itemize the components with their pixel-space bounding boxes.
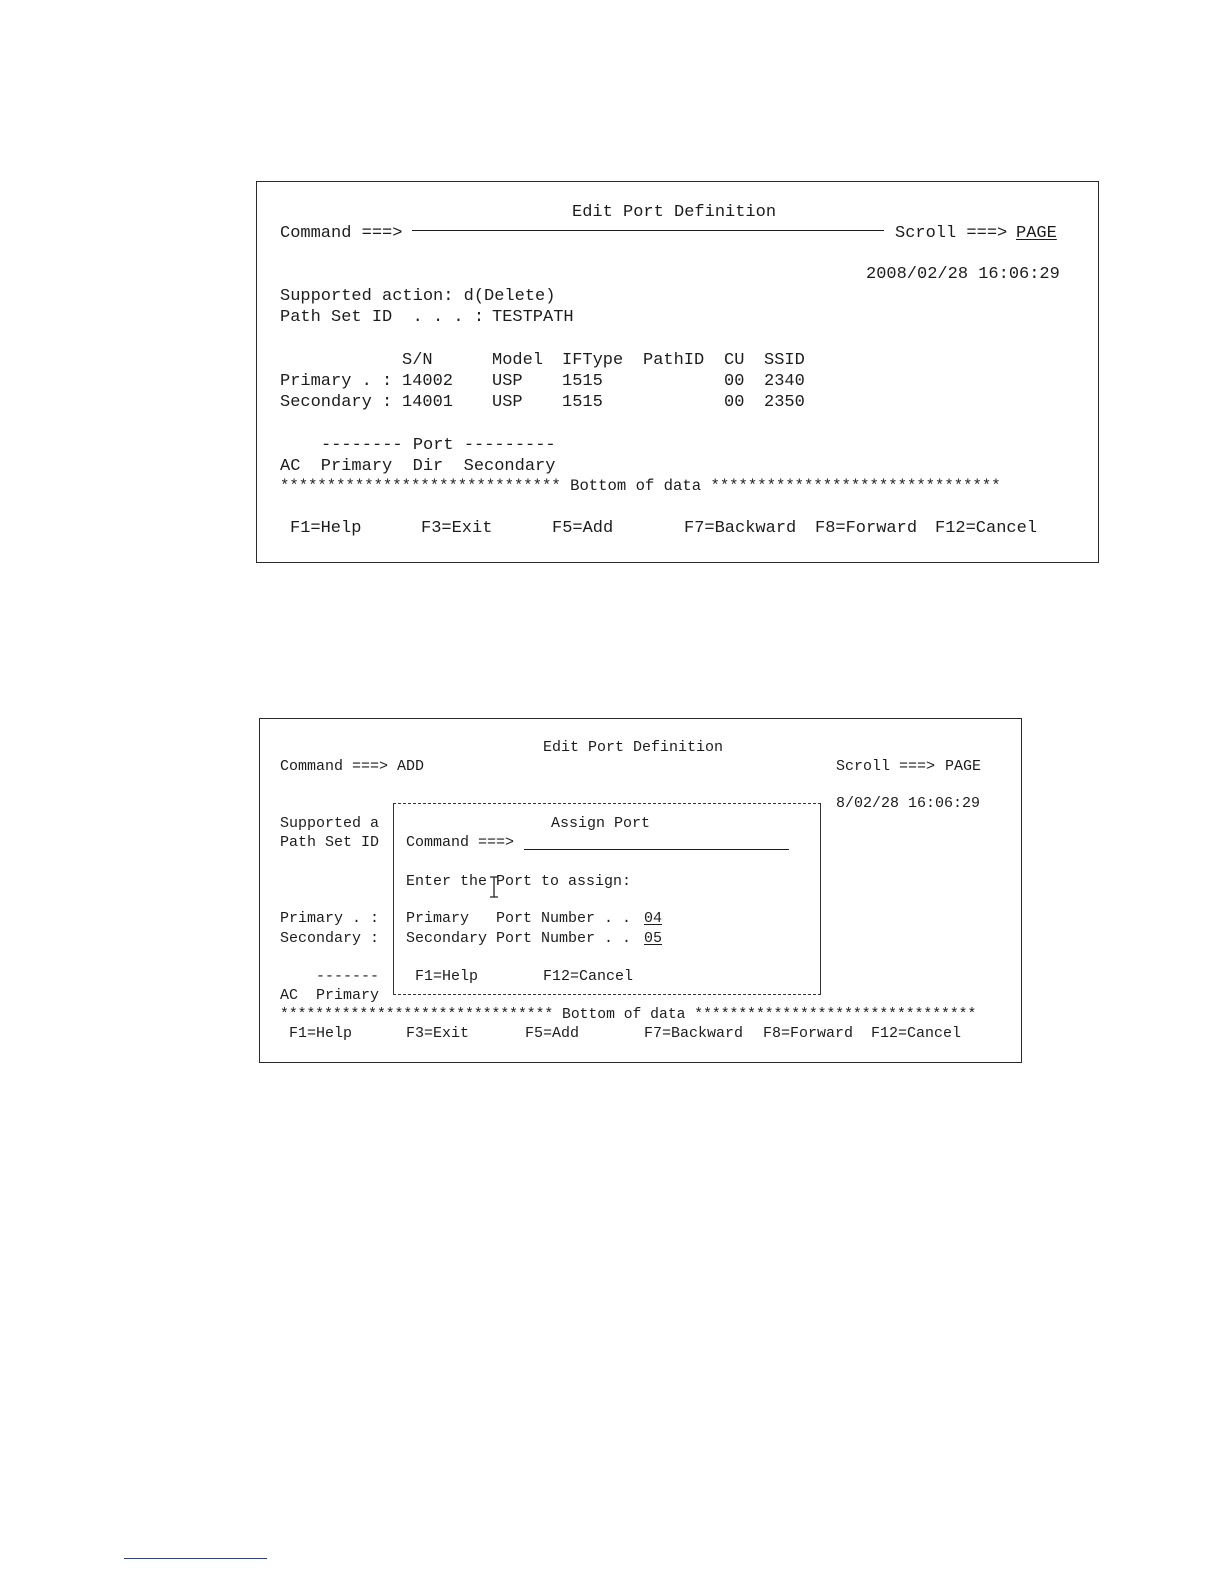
screen2-port-dashes: ------- — [316, 968, 380, 985]
screen2-fkey-backward[interactable]: F7=Backward — [644, 1025, 744, 1042]
screen1-path-set-label: Path Set ID . . . : — [280, 308, 485, 327]
screen1-port-group-header: -------- Port --------- — [321, 436, 556, 455]
screen2-fkey-exit[interactable]: F3=Exit — [406, 1025, 470, 1042]
col-header-model: Model — [492, 351, 544, 370]
popup-secondary-port-input[interactable]: 05 — [644, 930, 663, 947]
screen2-primary-label: Primary . : — [280, 910, 380, 927]
screen2-scroll-label: Scroll ===> — [836, 758, 936, 775]
row-label: Secondary : — [280, 393, 393, 412]
screen2-scroll-field[interactable]: PAGE — [945, 758, 982, 775]
screen1-command-input[interactable] — [412, 230, 884, 231]
cell-iftype: 1515 — [562, 393, 603, 412]
screen1-fkey-add[interactable]: F5=Add — [552, 519, 614, 538]
screen2-timestamp: 8/02/28 16:06:29 — [836, 795, 981, 812]
screen1-command-label: Command ===> — [280, 224, 403, 243]
screen1-scroll-field[interactable]: PAGE — [1016, 224, 1057, 243]
col-header-cu: CU — [724, 351, 745, 370]
footnote-separator — [124, 1558, 267, 1559]
popup-secondary-label: Secondary Port Number . . — [406, 930, 632, 947]
screen2-ac-primary: AC Primary — [280, 987, 380, 1004]
screen2-command-label: Command ===> — [280, 758, 389, 775]
screen2-fkey-add[interactable]: F5=Add — [525, 1025, 580, 1042]
cell-iftype: 1515 — [562, 372, 603, 391]
cell-ssid: 2340 — [764, 372, 805, 391]
col-header-sn: S/N — [402, 351, 433, 370]
screen1-fkey-forward[interactable]: F8=Forward — [815, 519, 918, 538]
col-header-ssid: SSID — [764, 351, 805, 370]
screen2-secondary-label: Secondary : — [280, 930, 380, 947]
screen1-fkey-help[interactable]: F1=Help — [290, 519, 362, 538]
col-header-iftype: IFType — [562, 351, 624, 370]
popup-title: Assign Port — [551, 815, 651, 832]
cell-cu: 00 — [724, 393, 745, 412]
screen1-supported-action: Supported action: d(Delete) — [280, 287, 556, 306]
popup-instruction: Enter the Port to assign: — [406, 873, 632, 890]
row-label: Primary . : — [280, 372, 393, 391]
screen2-fkey-forward[interactable]: F8=Forward — [763, 1025, 854, 1042]
cell-sn: 14002 — [402, 372, 454, 391]
cell-sn: 14001 — [402, 393, 454, 412]
screen2-command-input[interactable]: ADD — [397, 758, 425, 775]
popup-fkey-cancel[interactable]: F12=Cancel — [543, 968, 634, 985]
cell-model: USP — [492, 372, 523, 391]
screen2-fkey-help[interactable]: F1=Help — [289, 1025, 353, 1042]
screen1-scroll-label: Scroll ===> — [895, 224, 1008, 243]
screen1-fkey-exit[interactable]: F3=Exit — [421, 519, 493, 538]
screen1-title: Edit Port Definition — [572, 203, 777, 222]
screen1-path-set-value: TESTPATH — [492, 308, 574, 327]
screen1-fkey-cancel[interactable]: F12=Cancel — [935, 519, 1038, 538]
screen1-bottom-of-data: ****************************** Bottom of data ******************************* — [280, 477, 1001, 495]
cell-model: USP — [492, 393, 523, 412]
screen2-path-set-partial: Path Set ID — [280, 834, 380, 851]
popup-command-input[interactable] — [524, 849, 789, 850]
popup-fkey-help[interactable]: F1=Help — [415, 968, 479, 985]
text-cursor-icon — [489, 876, 499, 898]
screen2-bottom-of-data: ******************************* Bottom of data ******************************** — [280, 1007, 977, 1023]
screen1-timestamp: 2008/02/28 16:06:29 — [866, 265, 1060, 284]
cell-cu: 00 — [724, 372, 745, 391]
col-header-pathid: PathID — [643, 351, 705, 370]
popup-primary-port-input[interactable]: 04 — [644, 910, 663, 927]
popup-primary-label: Primary Port Number . . — [406, 910, 632, 927]
screen2-title: Edit Port Definition — [543, 739, 724, 756]
screen2-supported-action-partial: Supported a — [280, 815, 380, 832]
popup-command-label: Command ===> — [406, 834, 515, 851]
cell-ssid: 2350 — [764, 393, 805, 412]
screen2-fkey-cancel[interactable]: F12=Cancel — [871, 1025, 962, 1042]
screen1-port-columns: AC Primary Dir Secondary — [280, 457, 556, 476]
screen1-fkey-backward[interactable]: F7=Backward — [684, 519, 797, 538]
